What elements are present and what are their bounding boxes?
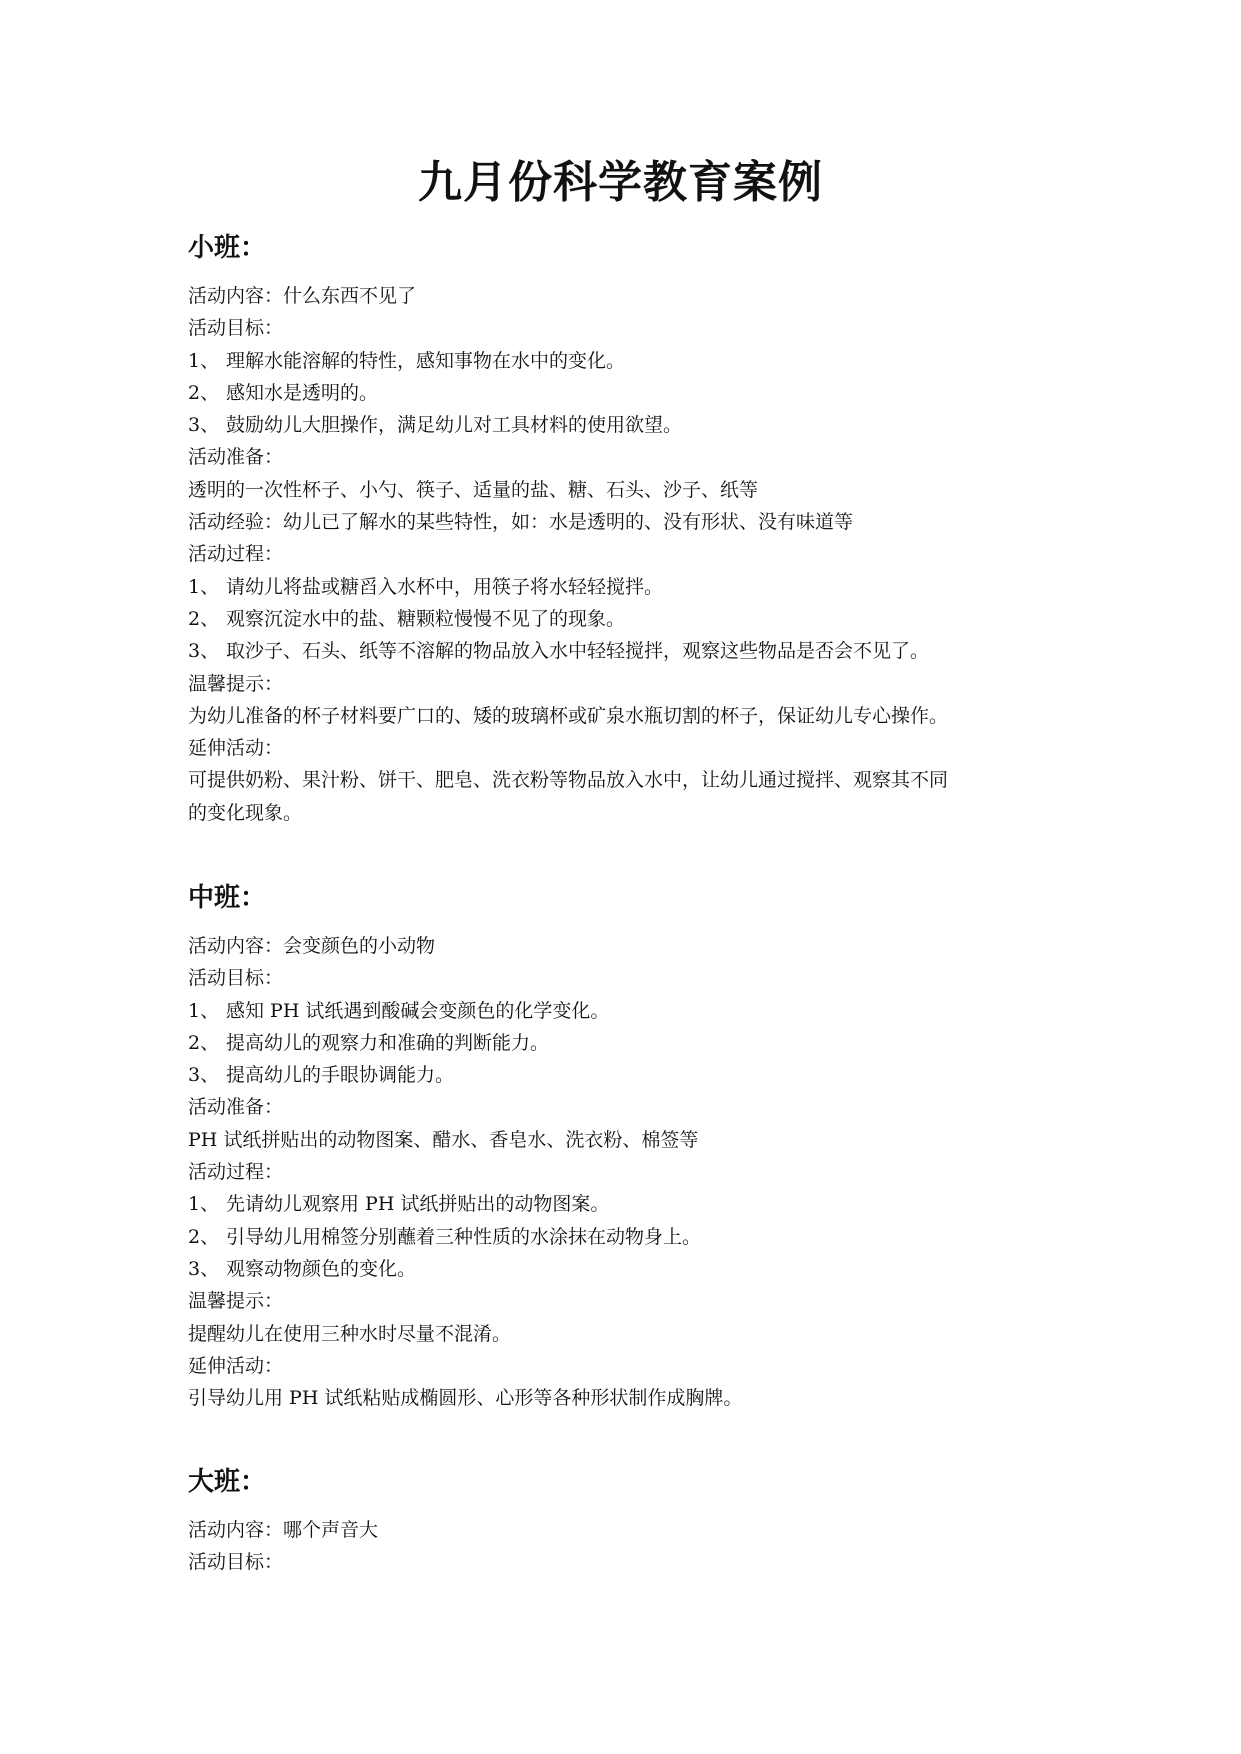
item-text: 观察动物颜色的变化。 [226, 1257, 417, 1280]
goal-item [188, 409, 1068, 441]
extension-label: 延伸活动： [188, 737, 284, 760]
item-number: 2、 [188, 1031, 220, 1054]
process-item [188, 1253, 1068, 1285]
item-number: 1、 [188, 575, 220, 598]
process-label: 活动过程： [188, 1161, 284, 1184]
process-item [188, 1188, 1068, 1220]
item-number: 1、 [188, 349, 220, 372]
item-text: 提高幼儿的观察力和准确的判断能力。 [226, 1031, 550, 1054]
experience-text: 活动经验：幼儿已了解水的某些特性，如：水是透明的、没有形状、没有味道等 [188, 511, 854, 534]
item-text: 理解水能溶解的特性，感知事物在水中的变化。 [226, 349, 626, 372]
item-text: 请幼儿将盐或糖舀入水杯中，用筷子将水轻轻搅拌。 [226, 575, 664, 598]
goal-item [188, 995, 1068, 1027]
item-text: 取沙子、石头、纸等不溶解的物品放入水中轻轻搅拌，观察这些物品是否会不见了。 [226, 640, 930, 663]
item-number: 3、 [188, 640, 220, 663]
section-small-class [188, 228, 1068, 829]
activity-content: 活动内容：什么东西不见了 [188, 285, 417, 307]
item-text: 观察沉淀水中的盐、糖颗粒慢慢不见了的现象。 [226, 607, 626, 630]
goal-item [188, 377, 1068, 409]
process-item [188, 635, 1068, 667]
item-text: 引导幼儿用棉签分别蘸着三种性质的水涂抹在动物身上。 [226, 1225, 702, 1248]
section-heading: 中班： [188, 883, 267, 913]
tip-label: 温馨提示： [188, 1290, 284, 1313]
goal-label: 活动目标： [188, 967, 284, 990]
item-number: 2、 [188, 1225, 220, 1248]
section-heading: 小班： [188, 233, 267, 263]
prep-text: 透明的一次性杯子、小勺、筷子、适量的盐、糖、石头、沙子、纸等 [188, 478, 759, 501]
item-number: 3、 [188, 1257, 220, 1280]
goal-label: 活动目标： [188, 317, 284, 340]
item-text: 感知水是透明的。 [226, 381, 379, 404]
tip-text: 提醒幼儿在使用三种水时尽量不混淆。 [188, 1322, 512, 1345]
extension-text: 引导幼儿用 PH 试纸粘贴成椭圆形、心形等各种形状制作成胸牌。 [188, 1387, 743, 1410]
section-heading: 大班： [188, 1467, 267, 1497]
process-item [188, 571, 1068, 603]
document-title: 九月份科学教育案例 [418, 157, 823, 208]
item-text: 提高幼儿的手眼协调能力。 [226, 1064, 455, 1087]
activity-content: 活动内容：哪个声音大 [188, 1519, 379, 1541]
tip-label: 温馨提示： [188, 672, 284, 695]
goal-label: 活动目标： [188, 1551, 284, 1574]
item-number: 3、 [188, 1064, 220, 1087]
process-item [188, 1221, 1068, 1253]
prep-text: PH 试纸拼贴出的动物图案、醋水、香皂水、洗衣粉、棉签等 [188, 1128, 699, 1151]
item-number: 1、 [188, 999, 220, 1022]
activity-content: 活动内容：会变颜色的小动物 [188, 935, 436, 957]
goal-item [188, 1059, 1068, 1091]
goal-item [188, 1027, 1068, 1059]
prep-label: 活动准备： [188, 446, 284, 469]
goal-item [188, 345, 1068, 377]
process-item [188, 603, 1068, 635]
tip-text: 为幼儿准备的杯子材料要广口的、矮的玻璃杯或矿泉水瓶切割的杯子，保证幼儿专心操作。 [188, 704, 949, 727]
item-number: 3、 [188, 414, 220, 437]
item-text: 感知 PH 试纸遇到酸碱会变颜色的化学变化。 [226, 999, 610, 1022]
item-number: 1、 [188, 1193, 220, 1216]
extension-label: 延伸活动： [188, 1354, 284, 1377]
extension-text-continued: 的变化现象。 [188, 801, 303, 824]
section-large-class [188, 1462, 1068, 1579]
prep-label: 活动准备： [188, 1096, 284, 1119]
item-text: 先请幼儿观察用 PH 试纸拼贴出的动物图案。 [226, 1193, 610, 1216]
item-number: 2、 [188, 381, 220, 404]
process-label: 活动过程： [188, 543, 284, 566]
section-middle-class [188, 878, 1068, 1414]
extension-text: 可提供奶粉、果汁粉、饼干、肥皂、洗衣粉等物品放入水中，让幼儿通过搅拌、观察其不同 [188, 769, 949, 792]
item-number: 2、 [188, 607, 220, 630]
item-text: 鼓励幼儿大胆操作，满足幼儿对工具材料的使用欲望。 [226, 414, 683, 437]
